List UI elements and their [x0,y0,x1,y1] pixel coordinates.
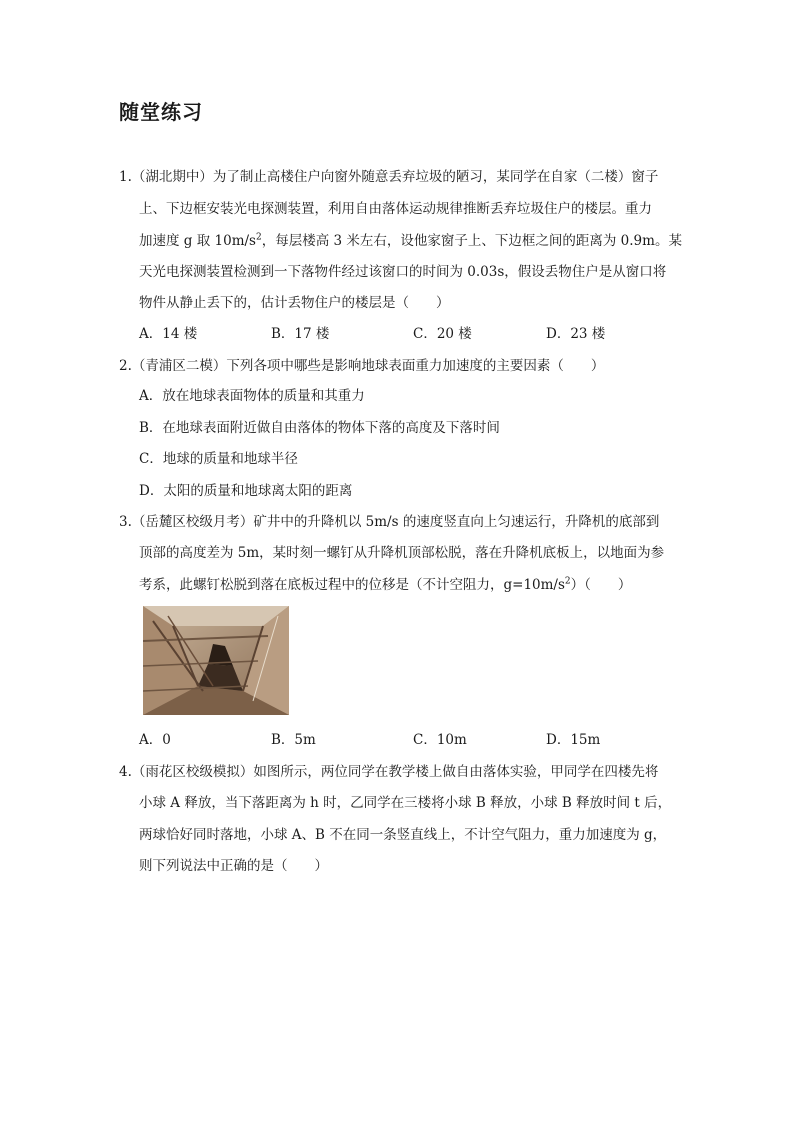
question-1-option-d[interactable]: D．23 楼 [546,326,606,342]
question-1-line-2: 上、下边框安装光电探测装置，利用自由落体运动规律推断丢弃垃圾住户的楼层。重力 [139,201,652,217]
question-1-line-4: 天光电探测装置检测到一下落物件经过该窗口的时间为 0.03s，假设丢物住户是从窗口将 [139,264,667,280]
question-3-line-2: 顶部的高度差为 5m，某时刻一螺钉从升降机顶部松脱，落在升降机底板上，以地面为参 [139,545,665,561]
question-4-line-2: 小球 A 释放，当下落距离为 h 时，乙同学在三楼将小球 B 释放，小球 B 释放时间 t 后， [139,795,672,811]
question-1-line-5: 物件从静止丢下的，估计丢物住户的楼层是（ ） [139,295,450,311]
question-4-line-4: 则下列说法中正确的是（ ） [139,858,328,874]
mine-shaft-photo [143,606,289,715]
question-3-option-b[interactable]: B．5m [271,732,316,748]
question-3-line-3b: ）（ ） [570,577,632,593]
question-4-line-1: 4.（雨花区校级模拟）如图所示，两位同学在教学楼上做自由落体实验，甲同学在四楼先将 [119,764,659,780]
question-3-option-c[interactable]: C．10m [413,732,467,748]
question-3-line-3a: 考系，此螺钉松脱到落在底板过程中的位移是（不计空阻力，g=10m/s [139,577,565,593]
question-3-option-d[interactable]: D．15m [546,732,601,748]
superscript: 2 [255,232,262,243]
page-title: 随堂练习 [119,100,203,124]
question-1-option-a[interactable]: A．14 楼 [139,326,198,342]
question-2-option-b[interactable]: B．在地球表面附近做自由落体的物体下落的高度及下落时间 [139,420,500,436]
question-3-option-a[interactable]: A．0 [139,732,171,748]
question-4-line-3: 两球恰好同时落地，小球 A、B 不在同一条竖直线上，不计空气阻力，重力加速度为 g， [139,827,667,843]
question-2-option-a[interactable]: A．放在地球表面物体的质量和其重力 [139,388,365,404]
question-2-option-c[interactable]: C．地球的质量和地球半径 [139,451,298,467]
question-1-line-1: 1.（湖北期中）为了制止高楼住户向窗外随意丢弃垃圾的陋习，某同学在自家（二楼）窗子 [119,169,659,185]
question-2-option-d[interactable]: D．太阳的质量和地球离太阳的距离 [139,483,353,499]
question-2-line-1: 2.（青浦区二模）下列各项中哪些是影响地球表面重力加速度的主要因素（ ） [119,358,605,374]
question-1-line-3 [139,231,682,251]
question-1-option-b[interactable]: B．17 楼 [271,326,330,342]
question-1-line-3b: ，每层楼高 3 米左右，设他家窗子上、下边框之间的距离为 0.9m。某 [261,233,682,249]
superscript: 2 [564,576,571,587]
question-3-line-1: 3.（岳麓区校级月考）矿井中的升降机以 5m/s 的速度竖直向上匀速运行，升降机的底部到 [119,514,660,530]
question-1-option-c[interactable]: C．20 楼 [413,326,472,342]
question-1-line-3a: 加速度 g 取 10m/s [139,233,256,249]
question-3-line-3 [139,575,631,595]
